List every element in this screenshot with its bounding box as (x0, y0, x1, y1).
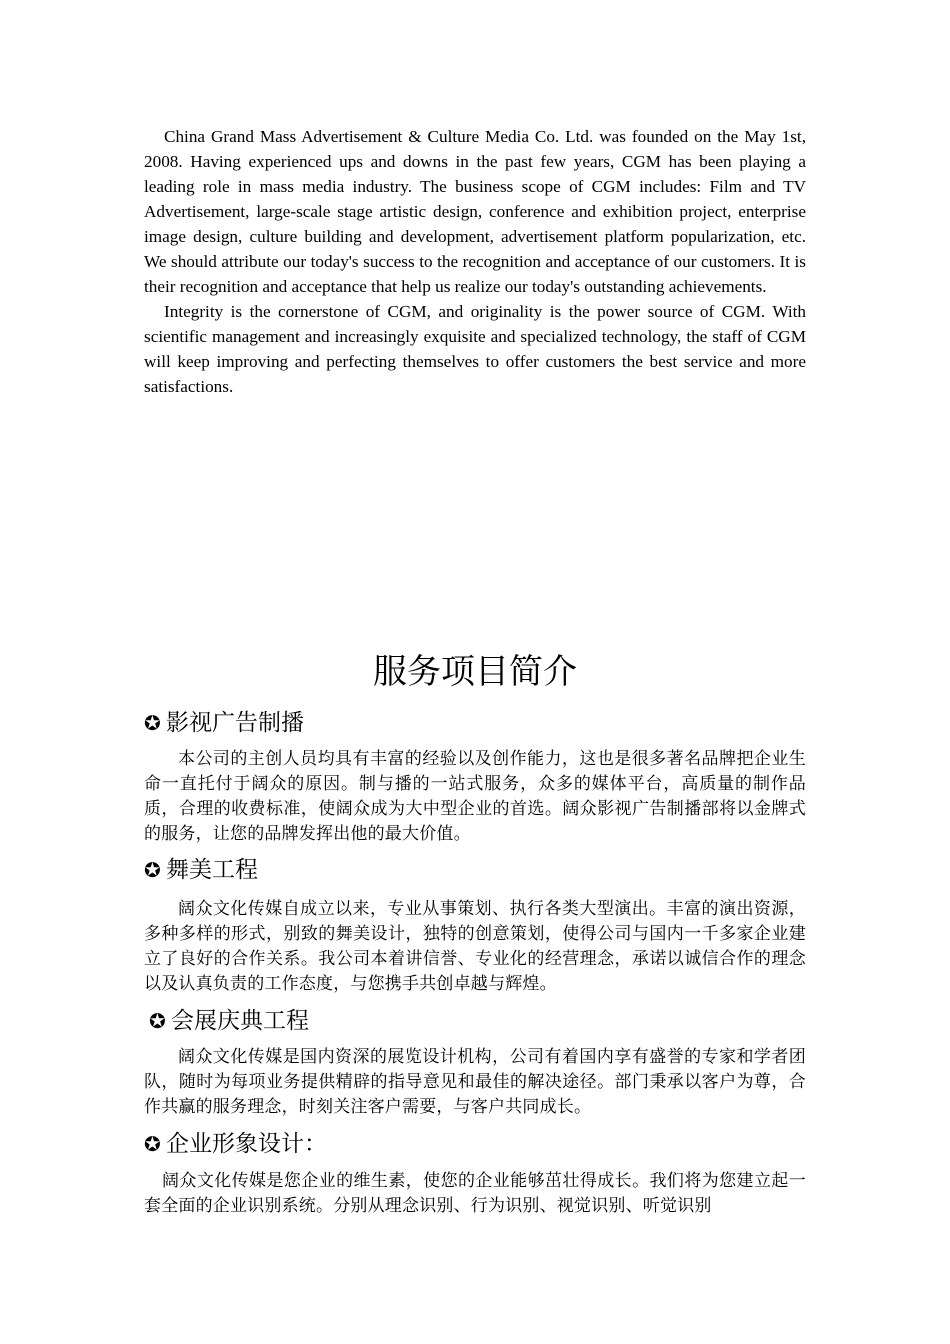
intro-paragraph-2: Integrity is the cornerstone of CGM, and originality is the power source of CGM. With scientific management and increasingly exquisite and specialized technology, the staff of CGM will keep improving and perfecting themselves to offer customers the best service and more satisfactions. (144, 302, 806, 396)
service-heading-label: 会展庆典工程 (171, 1008, 309, 1034)
star-circle-icon: ✪ (144, 858, 161, 882)
service-heading-film-tv (144, 707, 304, 739)
service-heading-corporate-image (144, 1128, 327, 1160)
intro-paragraph-1: China Grand Mass Advertisement & Culture Media Co. Ltd. was founded on the May 1st, 2008. Having experienced ups and downs in the past few years, CGM has been playing a leading role in mass media industry. The business scope of CGM includes: Film and TV Advertisement, large-scale stage artistic design, conference and exhibition project, enterprise image design, culture building and development, advertisement platform popularization, etc. We should attribute our today's success to the recognition and acceptance of our customers. It is their recognition and acceptance that help us realize our today's outstanding achievements. (144, 127, 806, 296)
service-body-corporate-image: 阔众文化传媒是您企业的维生素，使您的企业能够茁壮得成长。我们将为您建立起一套全面的企业识别系统。分别从理念识别、行为识别、视觉识别、听觉识别 (144, 1171, 806, 1216)
service-heading-label: 企业形象设计： (166, 1131, 327, 1157)
service-body-exhibition: 阔众文化传媒是国内资深的展览设计机构，公司有着国内享有盛誉的专家和学者团队，随时为每项业务提供精辟的指导意见和最佳的解决途径。部门秉承以客户为尊，合作共赢的服务理念，时刻关注客户需要，与客户共同成长。 (144, 1047, 806, 1117)
service-heading-label: 影视广告制播 (166, 710, 304, 736)
star-circle-icon: ✪ (149, 1009, 166, 1033)
english-introduction (144, 124, 806, 399)
star-circle-icon: ✪ (144, 711, 161, 735)
service-body-film-tv: 本公司的主创人员均具有丰富的经验以及创作能力，这也是很多著名品牌把企业生命一直托付于阔众的原因。制与播的一站式服务，众多的媒体平台，高质量的制作品质，合理的收费标准，使阔众成为大中型企业的首选。阔众影视广告制播部将以金牌式的服务，让您的品牌发挥出他的最大价值。 (144, 749, 806, 844)
service-heading-exhibition (149, 1005, 309, 1037)
service-heading-stage (144, 854, 258, 886)
service-heading-label: 舞美工程 (166, 857, 258, 883)
services-title: 服务项目简介 (373, 652, 577, 692)
service-body-stage: 阔众文化传媒自成立以来，专业从事策划、执行各类大型演出。丰富的演出资源，多种多样的形式，别致的舞美设计，独特的创意策划，使得公司与国内一千多家企业建立了良好的合作关系。我公司本着讲信誉、专业化的经营理念，承诺以诚信合作的理念以及认真负责的工作态度，与您携手共创卓越与辉煌。 (144, 899, 806, 994)
star-circle-icon: ✪ (144, 1132, 161, 1156)
